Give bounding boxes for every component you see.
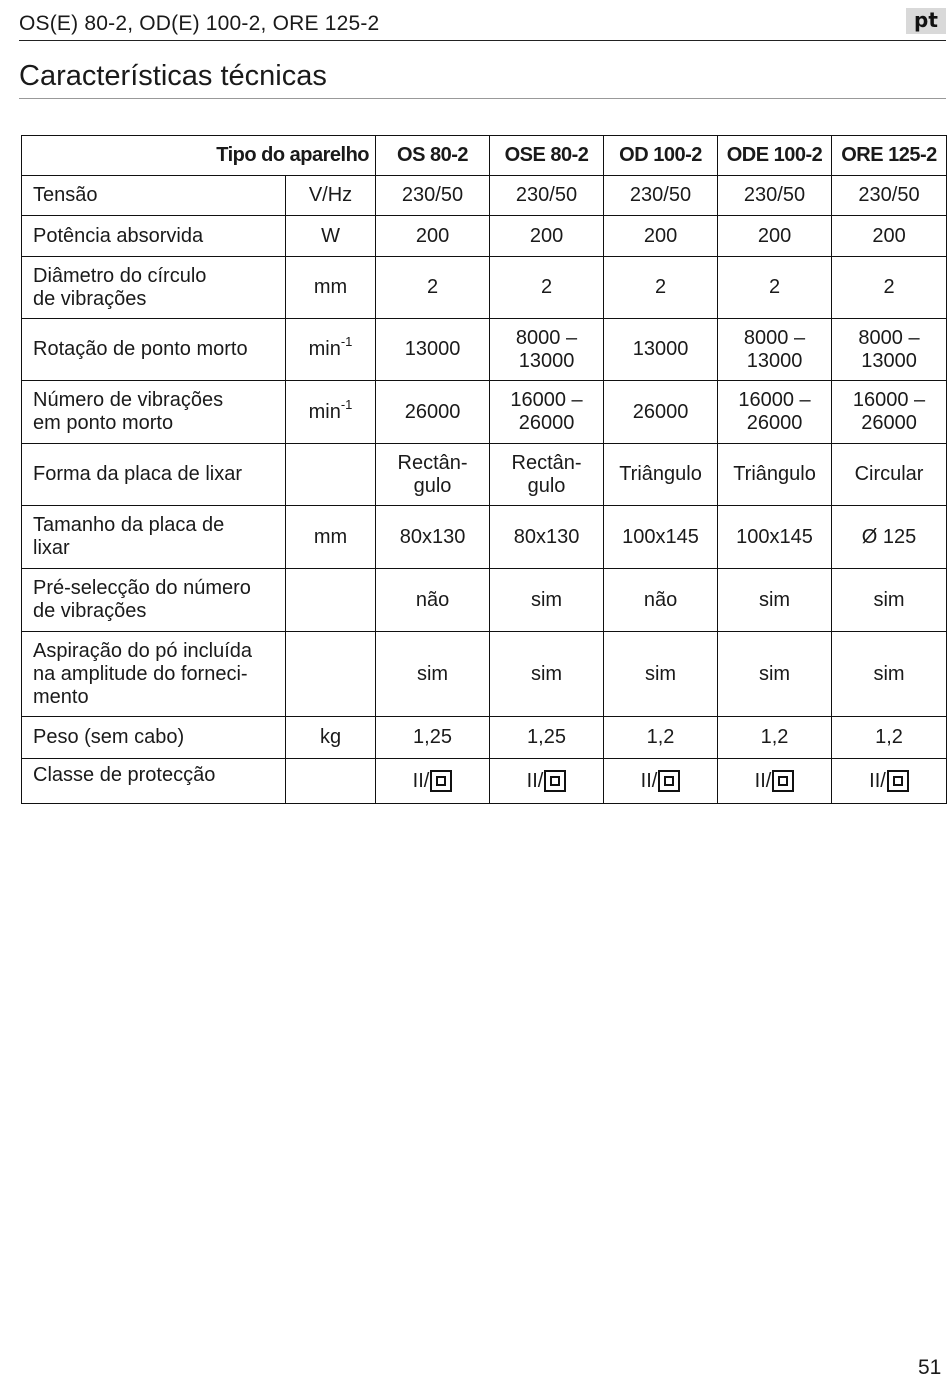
table-row bbox=[22, 569, 947, 632]
table-row bbox=[22, 717, 947, 759]
value-text: 200 bbox=[757, 224, 792, 247]
value-cell bbox=[376, 632, 490, 717]
model-header: ORE 125-2 bbox=[832, 136, 947, 176]
value-text: 230/50 bbox=[401, 184, 464, 206]
unit-cell bbox=[286, 257, 376, 319]
value-cell bbox=[718, 216, 832, 257]
value-text: Triângulo bbox=[619, 463, 702, 485]
value-text: 100x145 bbox=[736, 525, 813, 548]
document-header-models: OS(E) 80-2, OD(E) 100-2, ORE 125-2 bbox=[19, 12, 380, 35]
value-text: 8000 – 13000 bbox=[515, 326, 578, 372]
value-cell bbox=[832, 632, 947, 717]
value-cell bbox=[490, 216, 604, 257]
unit-cell bbox=[286, 717, 376, 759]
technical-specs-table bbox=[21, 135, 947, 804]
value-text: Circular bbox=[854, 463, 924, 485]
protection-class-value bbox=[869, 770, 909, 793]
value-text: 200 bbox=[415, 224, 450, 247]
protection-class-value bbox=[641, 770, 681, 793]
value-text: Rectân- gulo bbox=[397, 451, 468, 497]
value-cell bbox=[604, 319, 718, 381]
value-text: 1,25 bbox=[413, 726, 452, 748]
value-cell bbox=[490, 632, 604, 717]
value-text: sim bbox=[758, 662, 791, 685]
protection-class-ii-icon bbox=[544, 770, 566, 792]
value-cell bbox=[604, 176, 718, 216]
value-text: 2 bbox=[883, 276, 895, 298]
value-cell bbox=[376, 319, 490, 381]
unit-text: V/Hz bbox=[308, 184, 353, 206]
table-row bbox=[22, 216, 947, 257]
value-cell bbox=[718, 381, 832, 444]
unit-cell bbox=[286, 176, 376, 216]
value-cell bbox=[376, 569, 490, 632]
parameter-name bbox=[22, 216, 286, 257]
model-header: ODE 100-2 bbox=[718, 136, 832, 176]
value-cell bbox=[376, 216, 490, 257]
value-text: 16000 – 26000 bbox=[738, 389, 811, 434]
table-row bbox=[22, 381, 947, 444]
value-text: 16000 – 26000 bbox=[852, 389, 926, 434]
unit-cell bbox=[286, 381, 376, 444]
protection-class-value bbox=[755, 770, 795, 793]
value-text: 200 bbox=[872, 224, 906, 247]
parameter-name bbox=[22, 717, 286, 759]
value-text: não bbox=[643, 588, 678, 611]
value-cell bbox=[490, 569, 604, 632]
parameter-text: Diâmetro do círculo de vibrações bbox=[33, 264, 207, 310]
protection-class-ii-icon bbox=[772, 770, 794, 792]
value-text: sim bbox=[530, 588, 563, 611]
value-cell bbox=[832, 569, 947, 632]
model-header: OS 80-2 bbox=[376, 136, 490, 176]
value-cell bbox=[490, 759, 604, 804]
value-text: sim bbox=[873, 588, 905, 611]
protection-class-value bbox=[527, 770, 567, 793]
value-text: 100x145 bbox=[622, 525, 699, 548]
title-divider bbox=[19, 98, 946, 99]
unit-text: kg bbox=[319, 726, 342, 748]
protection-class-text: II/ bbox=[869, 769, 886, 792]
value-cell bbox=[718, 319, 832, 381]
parameter-text: Classe de protecção bbox=[33, 764, 216, 786]
table-row bbox=[22, 319, 947, 381]
value-cell bbox=[832, 381, 947, 444]
value-text: sim bbox=[530, 662, 563, 685]
value-text: 230/50 bbox=[858, 184, 920, 206]
value-cell bbox=[376, 257, 490, 319]
unit-cell bbox=[286, 319, 376, 381]
value-text: 230/50 bbox=[515, 184, 578, 206]
page-number: 51 bbox=[918, 1356, 942, 1379]
value-cell bbox=[376, 717, 490, 759]
table-header-row bbox=[22, 136, 947, 176]
parameter-text: Número de vibrações em ponto morto bbox=[33, 389, 224, 434]
value-cell bbox=[604, 381, 718, 444]
value-text: Ø 125 bbox=[861, 525, 917, 548]
value-cell bbox=[490, 717, 604, 759]
model-header: OSE 80-2 bbox=[490, 136, 604, 176]
value-text: 1,2 bbox=[875, 726, 903, 748]
value-text: 2 bbox=[540, 276, 553, 298]
value-cell bbox=[490, 506, 604, 569]
value-cell bbox=[490, 176, 604, 216]
unit-text: mm bbox=[313, 276, 348, 298]
unit-cell bbox=[286, 216, 376, 257]
unit-exponent: -1 bbox=[340, 396, 353, 412]
value-cell bbox=[718, 506, 832, 569]
value-cell bbox=[604, 506, 718, 569]
parameter-name bbox=[22, 319, 286, 381]
protection-class-text: II/ bbox=[754, 769, 772, 792]
unit-cell bbox=[286, 759, 376, 804]
value-text: sim bbox=[416, 662, 449, 685]
value-cell bbox=[604, 257, 718, 319]
unit-text: mm bbox=[313, 525, 348, 548]
protection-class-text: II/ bbox=[526, 769, 544, 792]
protection-class-text: II/ bbox=[640, 769, 658, 792]
value-text: 1,25 bbox=[527, 726, 566, 748]
value-cell bbox=[718, 569, 832, 632]
parameter-name bbox=[22, 381, 286, 444]
value-text: 230/50 bbox=[629, 184, 692, 206]
table-row bbox=[22, 632, 947, 717]
table-row bbox=[22, 257, 947, 319]
value-text: 200 bbox=[643, 224, 678, 247]
value-cell bbox=[604, 444, 718, 506]
value-cell bbox=[718, 717, 832, 759]
value-cell bbox=[832, 759, 947, 804]
value-cell bbox=[832, 717, 947, 759]
parameter-text: Tensão bbox=[33, 184, 98, 206]
value-cell bbox=[376, 444, 490, 506]
value-cell bbox=[832, 176, 947, 216]
value-text: 13000 bbox=[404, 338, 461, 360]
unit-text: W bbox=[321, 224, 340, 247]
value-cell bbox=[718, 257, 832, 319]
parameter-text: Rotação de ponto morto bbox=[33, 338, 248, 360]
parameter-text: Forma da placa de lixar bbox=[33, 463, 242, 485]
unit-text: min bbox=[308, 400, 341, 423]
protection-class-ii-icon bbox=[658, 770, 680, 792]
value-text: 80x130 bbox=[399, 525, 466, 548]
value-cell bbox=[376, 176, 490, 216]
parameter-name bbox=[22, 257, 286, 319]
value-cell bbox=[490, 257, 604, 319]
value-cell bbox=[832, 444, 947, 506]
value-cell bbox=[376, 381, 490, 444]
protection-class-ii-icon bbox=[887, 770, 909, 792]
language-badge: pt bbox=[906, 8, 946, 34]
table-row bbox=[22, 444, 947, 506]
value-text: sim bbox=[644, 662, 677, 685]
value-cell bbox=[832, 216, 947, 257]
value-text: 200 bbox=[529, 224, 564, 247]
value-text: 16000 – 26000 bbox=[510, 389, 583, 434]
value-text: 26000 bbox=[632, 400, 689, 423]
value-cell bbox=[604, 569, 718, 632]
value-text: 2 bbox=[654, 276, 667, 298]
value-text: 2 bbox=[768, 276, 781, 298]
value-cell bbox=[490, 319, 604, 381]
value-cell bbox=[718, 759, 832, 804]
value-text: 13000 bbox=[632, 338, 689, 360]
value-text: 26000 bbox=[404, 400, 461, 423]
value-cell bbox=[604, 717, 718, 759]
parameter-text: Pré-selecção do número de vibrações bbox=[33, 577, 251, 622]
value-cell bbox=[832, 257, 947, 319]
value-text: sim bbox=[873, 662, 905, 685]
parameter-text: Peso (sem cabo) bbox=[33, 726, 185, 748]
unit-cell bbox=[286, 569, 376, 632]
value-cell bbox=[604, 759, 718, 804]
table-row bbox=[22, 176, 947, 216]
protection-class-ii-icon bbox=[430, 770, 452, 792]
value-text: 80x130 bbox=[513, 525, 580, 548]
unit-exponent: -1 bbox=[340, 334, 353, 349]
value-text: Triângulo bbox=[733, 463, 816, 485]
protection-class-value bbox=[413, 770, 453, 793]
value-cell bbox=[604, 216, 718, 257]
table-row bbox=[22, 506, 947, 569]
value-text: 230/50 bbox=[743, 184, 806, 206]
device-type-label: Tipo do aparelho bbox=[22, 136, 376, 176]
value-cell bbox=[376, 759, 490, 804]
protection-class-text: II/ bbox=[412, 769, 430, 792]
parameter-name bbox=[22, 444, 286, 506]
parameter-text: Aspiração do pó incluída na amplitude do forneci- mento bbox=[33, 639, 253, 708]
unit-cell bbox=[286, 632, 376, 717]
model-header: OD 100-2 bbox=[604, 136, 718, 176]
parameter-name bbox=[22, 506, 286, 569]
value-text: 8000 – 13000 bbox=[858, 326, 920, 372]
page-title: Características técnicas bbox=[19, 60, 327, 92]
value-cell bbox=[490, 381, 604, 444]
parameter-name bbox=[22, 632, 286, 717]
parameter-text: Tamanho da placa de lixar bbox=[33, 514, 225, 559]
unit-cell bbox=[286, 506, 376, 569]
value-text: Rectân- gulo bbox=[511, 451, 582, 497]
value-cell bbox=[718, 444, 832, 506]
value-cell bbox=[832, 506, 947, 569]
value-cell bbox=[376, 506, 490, 569]
value-text: 8000 – 13000 bbox=[743, 326, 806, 372]
value-text: não bbox=[415, 588, 450, 611]
value-cell bbox=[832, 319, 947, 381]
value-text: 2 bbox=[426, 276, 439, 298]
value-cell bbox=[490, 444, 604, 506]
value-cell bbox=[718, 176, 832, 216]
parameter-name bbox=[22, 176, 286, 216]
table-row bbox=[22, 759, 947, 804]
parameter-name bbox=[22, 759, 286, 804]
value-text: sim bbox=[758, 588, 791, 611]
value-text: 1,2 bbox=[646, 726, 675, 748]
parameter-name bbox=[22, 569, 286, 632]
parameter-text: Potência absorvida bbox=[33, 224, 204, 247]
value-cell bbox=[604, 632, 718, 717]
unit-cell bbox=[286, 444, 376, 506]
unit-text: min bbox=[308, 338, 341, 360]
value-text: 1,2 bbox=[760, 726, 789, 748]
header-divider bbox=[19, 40, 946, 41]
value-cell bbox=[718, 632, 832, 717]
